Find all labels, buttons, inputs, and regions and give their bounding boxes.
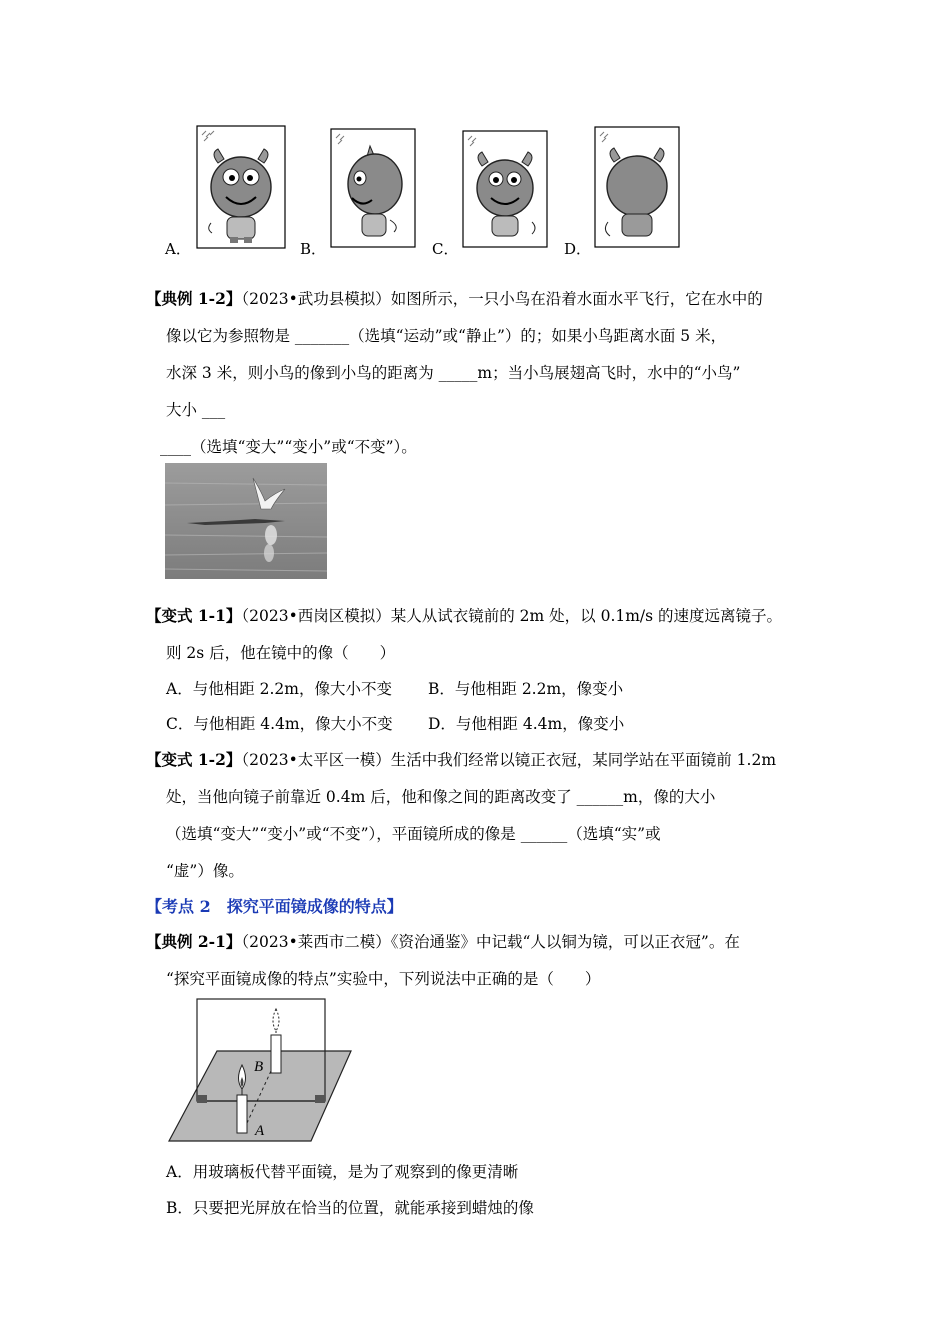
- example-2-1-option-b: B．只要把光屏放在恰当的位置，就能承接到蜡烛的像: [166, 1199, 534, 1217]
- candle-a-label: A: [255, 1123, 265, 1139]
- variant-1-1-line1: [146, 604, 782, 626]
- example-1-2-tag: 【典例 1-2】: [146, 289, 242, 308]
- variant-1-2-line4: “虚”）像。: [166, 862, 244, 880]
- variant-1-2-line1: [146, 748, 776, 770]
- example-1-2-line3: 水深 3 米，则小鸟的像到小鸟的距离为 _____m；当小鸟展翅高飞时，水中的“小鸟”: [166, 364, 741, 382]
- section-heading-2: 【考点 2 探究平面镜成像的特点】: [146, 897, 403, 916]
- cow-figure-a: [196, 125, 286, 249]
- variant-1-1-option-b: B．与他相距 2.2m，像变小: [428, 680, 624, 698]
- candle-b-label: B: [254, 1059, 264, 1075]
- example-2-1-line1: [146, 930, 740, 952]
- variant-1-1-option-c: C．与他相距 4.4m，像大小不变: [166, 715, 393, 733]
- example-1-2-text1: （2023•武功县模拟）如图所示，一只小鸟在沿着水面水平飞行，它在水中的: [241, 290, 763, 308]
- bird-over-water-photo: [165, 463, 327, 579]
- example-2-1-tag: 【典例 2-1】: [146, 932, 242, 951]
- cow-figure-c: [462, 130, 548, 248]
- cow-option-b-label: B．: [300, 240, 327, 258]
- cow-option-a-label: A．: [165, 240, 191, 258]
- example-2-1-line2: “探究平面镜成像的特点”实验中，下列说法中正确的是（ ）: [166, 970, 601, 988]
- cow-figure-b: [330, 128, 416, 248]
- example-1-2-line2: 像以它为参照物是 _______（选填“运动”或“静止”）的；如果小鸟距离水面 5 米，: [166, 327, 727, 345]
- variant-1-2-line2: 处，当他向镜子前靠近 0.4m 后，他和像之间的距离改变了 ______m，像的大小: [166, 788, 716, 806]
- example-1-2-line1: [146, 287, 763, 309]
- cow-figure-d: [594, 126, 680, 248]
- plane-mirror-experiment-diagram: [165, 995, 355, 1147]
- example-2-1-text1: （2023•莱西市二模）《资治通鉴》中记载“人以铜为镜，可以正衣冠”。在: [241, 933, 740, 951]
- cow-option-d-label: D．: [564, 240, 592, 258]
- variant-1-1-line2: 则 2s 后，他在镜中的像（ ）: [166, 644, 396, 662]
- variant-1-1-option-d: D．与他相距 4.4m，像变小: [428, 715, 625, 733]
- variant-1-2-tag: 【变式 1-2】: [146, 750, 242, 769]
- variant-1-1-tag: 【变式 1-1】: [146, 606, 242, 625]
- example-1-2-line4: 大小 ___: [166, 401, 226, 419]
- variant-1-2-text1: （2023•太平区一模）生活中我们经常以镜正衣冠，某同学站在平面镜前 1.2m: [241, 751, 777, 769]
- variant-1-1-text1: （2023•西岗区模拟）某人从试衣镜前的 2m 处，以 0.1m/s 的速度远离镜子。: [241, 607, 783, 625]
- variant-1-2-line3: （选填“变大”“变小”或“不变”），平面镜所成的像是 ______（选填“实”或: [166, 825, 661, 843]
- example-2-1-option-a: A．用玻璃板代替平面镜，是为了观察到的像更清晰: [166, 1163, 519, 1181]
- example-1-2-line5: ____（选填“变大”“变小”或“不变”）。: [160, 438, 417, 456]
- variant-1-1-option-a: A．与他相距 2.2m，像大小不变: [166, 680, 392, 698]
- cow-option-c-label: C．: [432, 240, 459, 258]
